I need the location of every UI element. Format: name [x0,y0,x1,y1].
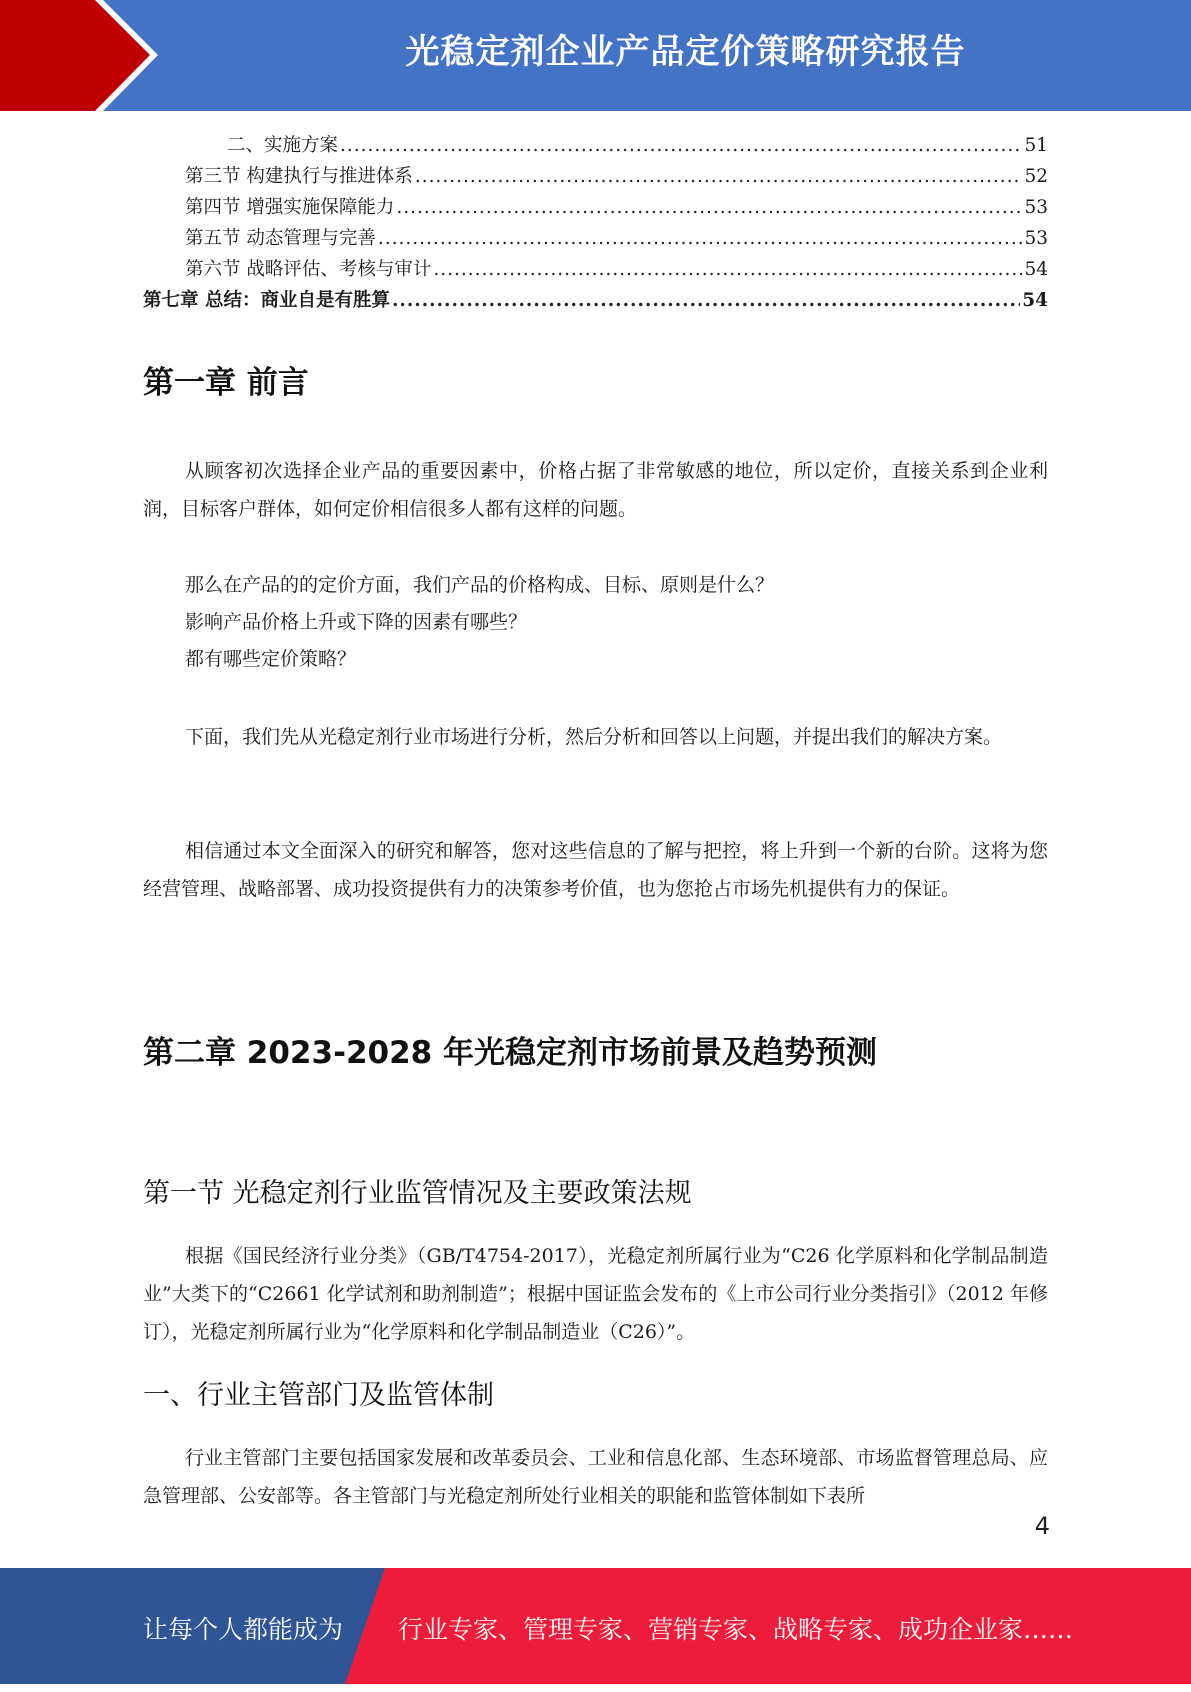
toc-entry-label: 第四节 增强实施保障能力 [185,197,395,218]
section-1-title: 第一节 光稳定剂行业监管情况及主要政策法规 [143,1178,692,1209]
chapter-1-title: 第一章 前言 [143,365,309,401]
toc-entry-label: 第七章 总结：商业自是有胜算 [143,290,390,311]
toc-entry-page: 53 [1024,197,1048,218]
toc-entry-page: 54 [1022,290,1048,311]
toc-entry-page: 51 [1024,135,1048,156]
chapter-1-question-2: 影响产品价格上升或下降的因素有哪些？ [185,611,528,633]
toc-entry[interactable] [143,254,1048,285]
table-of-contents [143,130,1048,316]
toc-entry-page: 53 [1024,228,1048,249]
toc-leader-dots [378,223,1023,254]
subsection-1-title: 一、行业主管部门及监管体制 [143,1380,494,1411]
toc-leader-dots [415,161,1023,192]
footer-slogan-right: 行业专家、管理专家、营销专家、战略专家、成功企业家…… [398,1615,1074,1644]
chapter-2-title: 第二章 2023-2028 年光稳定剂市场前景及趋势预测 [143,1035,878,1071]
page-header [0,0,1191,111]
chapter-1-question-1: 那么在产品的的定价方面，我们产品的价格构成、目标、原则是什么？ [185,574,775,596]
page-footer [0,1568,1191,1684]
toc-leader-dots [392,285,1020,316]
toc-entry-label: 第六节 战略评估、考核与审计 [185,259,432,280]
toc-entry[interactable] [143,192,1048,223]
footer-slogan-left: 让每个人都能成为 [143,1615,344,1644]
toc-entry[interactable] [143,285,1048,316]
toc-entry-label: 第三节 构建执行与推进体系 [185,166,413,187]
chapter-1-question-3: 都有哪些定价策略？ [185,648,357,670]
toc-entry-page: 52 [1024,166,1048,187]
subsection-1-paragraph: 行业主管部门主要包括国家发展和改革委员会、工业和信息化部、生态环境部、市场监督管理总局、应急管理部、公安部等。各主管部门与光稳定剂所处行业相关的职能和监管体制如下表所 [143,1447,1048,1507]
toc-entry-page: 54 [1024,259,1048,280]
header-title: 光稳定剂企业产品定价策略研究报告 [405,32,966,72]
page-number: 4 [1034,1512,1050,1540]
toc-entry[interactable] [143,161,1048,192]
section-1-paragraph: 根据《国民经济行业分类》（GB/T4754-2017），光稳定剂所属行业为“C26 化学原料和化学制品制造业”大类下的“C2661 化学试剂和助剂制造”；根据中国证监会发布的《上市公司行业分类指引》（2012 年修订），光稳定剂所属行业为“化学原料和化学制品制造业（C26）”。 [143,1245,1048,1343]
toc-entry[interactable] [143,223,1048,254]
chapter-1-paragraph-3: 相信通过本文全面深入的研究和解答，您对这些信息的了解与把控，将上升到一个新的台阶。这将为您经营管理、战略部署、成功投资提供有力的决策参考价值，也为您抢占市场先机提供有力的保证。 [143,840,1048,900]
toc-leader-dots [396,192,1022,223]
toc-entry[interactable] [143,130,1048,161]
toc-entry-label: 第五节 动态管理与完善 [185,228,376,249]
chapter-1-paragraph-2: 下面，我们先从光稳定剂行业市场进行分析，然后分析和回答以上问题，并提出我们的解决方案。 [185,726,1003,748]
chapter-1-paragraph-1: 从顾客初次选择企业产品的重要因素中，价格占据了非常敏感的地位，所以定价，直接关系到企业利润，目标客户群体，如何定价相信很多人都有这样的问题。 [143,460,1048,520]
toc-leader-dots [340,130,1022,161]
header-arrow-decoration [0,0,160,111]
toc-leader-dots [433,254,1022,285]
toc-entry-label: 二、实施方案 [227,135,339,156]
